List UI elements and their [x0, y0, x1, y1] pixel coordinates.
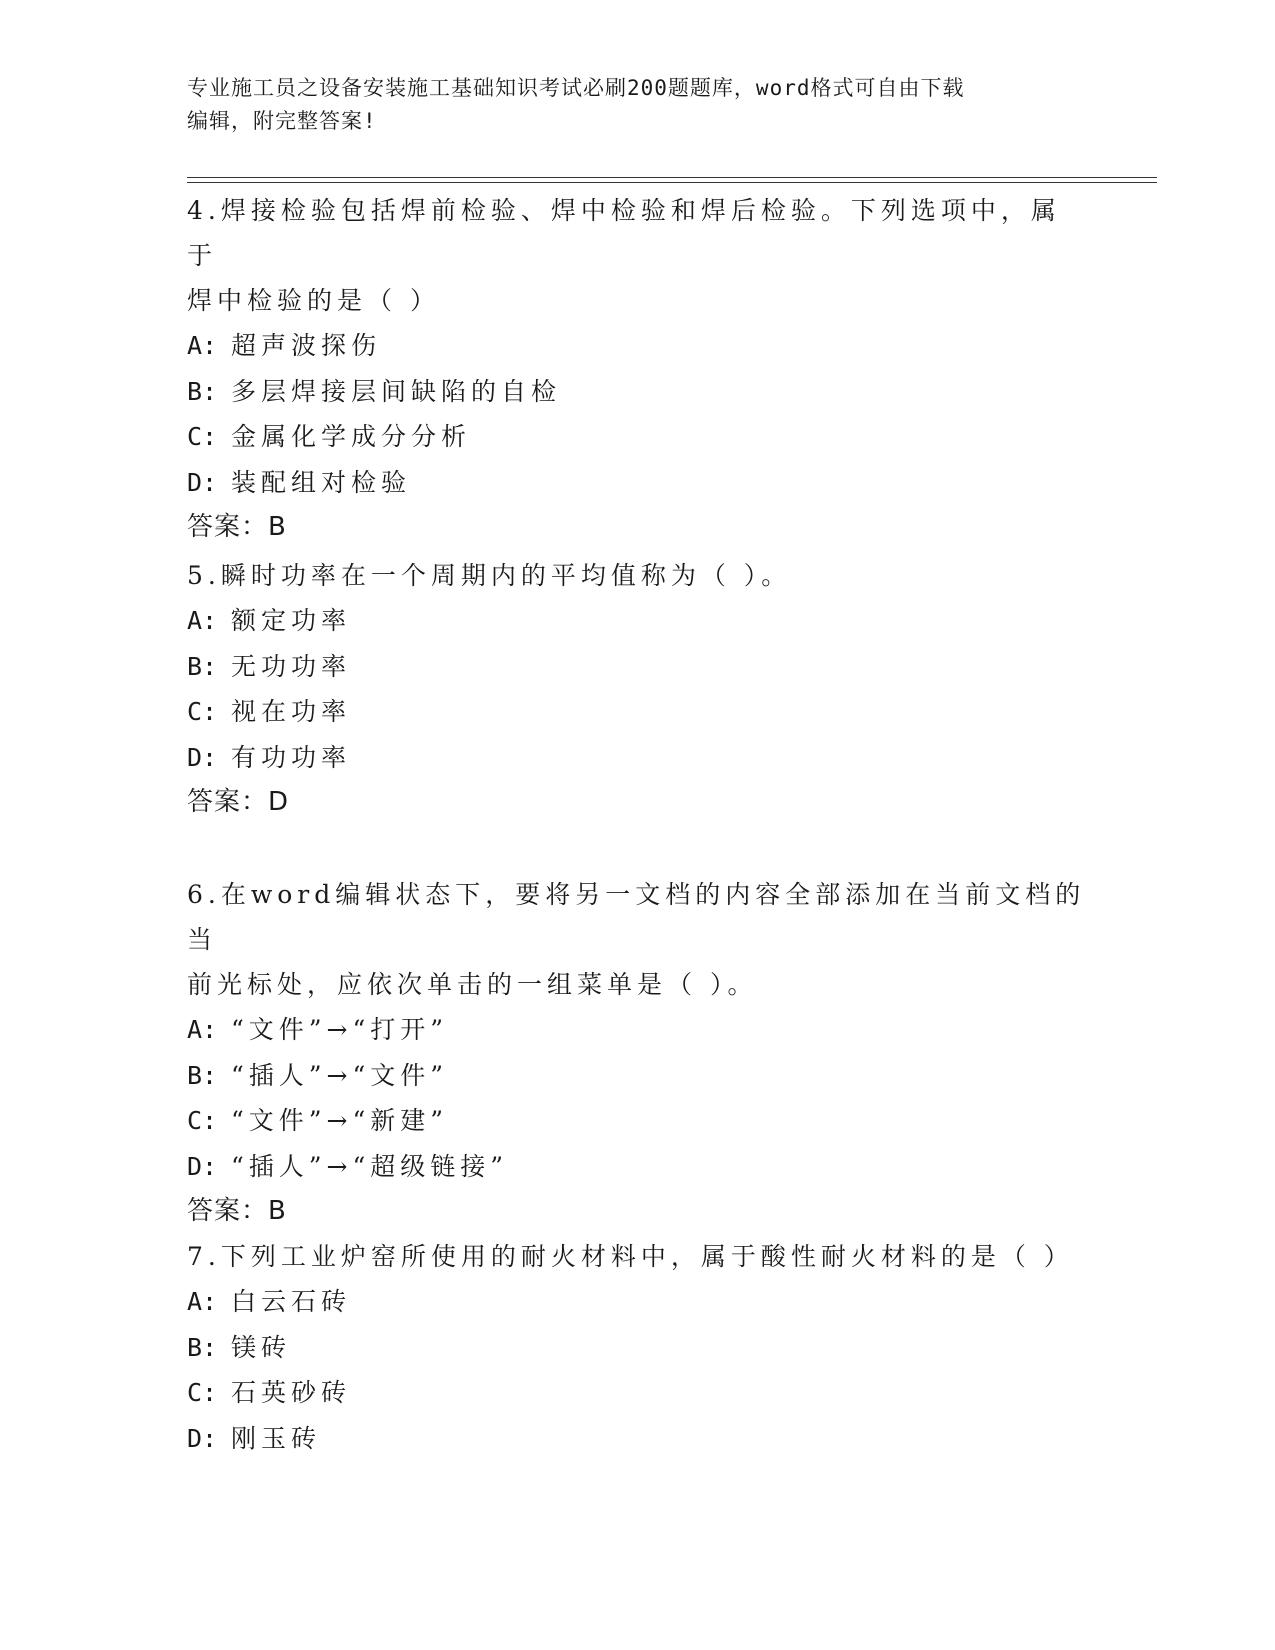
option-text: 多层焊接层间缺陷的自检 — [231, 376, 562, 406]
question-stem — [187, 872, 1087, 1007]
answer-line: 答案：B — [187, 512, 287, 542]
option-text: 额定功率 — [231, 606, 352, 635]
option-key: C: — [187, 1106, 218, 1135]
option-text: “插人”→“文件” — [231, 1060, 449, 1090]
option-key: C: — [187, 422, 218, 451]
answer-line: 答案：D — [187, 787, 290, 817]
question-stem-line2: 前光标处，应依次单击的一组菜单是（ ）。 — [187, 970, 758, 999]
option-key: B: — [187, 1060, 218, 1090]
option-key: A: — [187, 1287, 218, 1316]
question-stem-line1: 4.焊接检验包括焊前检验、焊中检验和焊后检验。下列选项中，属于 — [187, 196, 1061, 270]
option-text: 刚玉砖 — [231, 1423, 322, 1453]
option-b — [187, 1053, 1087, 1099]
question-7 — [187, 1234, 1087, 1461]
option-d — [187, 735, 1087, 781]
option-key: C: — [187, 1378, 218, 1407]
option-key: D: — [187, 742, 218, 772]
option-d — [187, 460, 1087, 506]
option-c — [187, 1370, 1087, 1416]
header-divider-top — [187, 177, 1157, 178]
option-b — [187, 369, 1087, 415]
option-a — [187, 1279, 1087, 1325]
option-key: A: — [187, 1015, 218, 1044]
question-stem-line1: 6.在word编辑状态下，要将另一文档的内容全部添加在当前文档的当 — [187, 880, 1086, 954]
option-text: 视在功率 — [231, 697, 352, 726]
document-header — [187, 72, 1067, 138]
header-title-line1: 专业施工员之设备安装施工基础知识考试必刷200题题库，word格式可自由下载 — [187, 76, 965, 100]
option-key: B: — [187, 376, 218, 406]
option-a — [187, 323, 1087, 369]
option-key: B: — [187, 651, 218, 681]
option-text: 镁砖 — [231, 1332, 292, 1362]
option-text: “插人”→“超级链接” — [231, 1151, 509, 1181]
option-d — [187, 1144, 1087, 1190]
option-c — [187, 689, 1087, 735]
option-text: 白云石砖 — [231, 1287, 352, 1316]
option-b — [187, 1325, 1087, 1371]
option-text: 有功功率 — [231, 742, 352, 772]
question-stem-line1: 5.瞬时功率在一个周期内的平均值称为（ ）。 — [187, 561, 792, 590]
option-key: A: — [187, 331, 218, 360]
option-c — [187, 414, 1087, 460]
question-stem — [187, 188, 1087, 323]
option-a — [187, 598, 1087, 644]
option-text: “文件”→“新建” — [231, 1106, 449, 1135]
answer-line: 答案：B — [187, 1196, 287, 1226]
option-key: B: — [187, 1332, 218, 1362]
question-4 — [187, 188, 1087, 550]
header-divider-bottom — [187, 182, 1157, 183]
option-text: 超声波探伤 — [231, 331, 382, 360]
question-6 — [187, 872, 1087, 1234]
option-key: D: — [187, 1423, 218, 1453]
header-title-line2: 编辑，附完整答案! — [187, 109, 377, 133]
option-text: 装配组对检验 — [231, 467, 412, 497]
option-text: 石英砂砖 — [231, 1378, 352, 1407]
option-text: 金属化学成分分析 — [231, 422, 472, 451]
option-key: D: — [187, 467, 218, 497]
option-a — [187, 1007, 1087, 1053]
option-text: “文件”→“打开” — [231, 1015, 449, 1044]
question-stem — [187, 1234, 1087, 1279]
option-key: D: — [187, 1151, 218, 1181]
option-b — [187, 644, 1087, 690]
question-stem — [187, 553, 1087, 598]
option-text: 无功功率 — [231, 651, 352, 681]
option-c — [187, 1098, 1087, 1144]
option-d — [187, 1416, 1087, 1462]
question-5 — [187, 553, 1087, 825]
option-key: C: — [187, 697, 218, 726]
option-key: A: — [187, 606, 218, 635]
question-stem-line1: 7.下列工业炉窑所使用的耐火材料中，属于酸性耐火材料的是（ ） — [187, 1242, 1074, 1271]
question-stem-line2: 焊中检验的是（ ） — [187, 286, 440, 315]
